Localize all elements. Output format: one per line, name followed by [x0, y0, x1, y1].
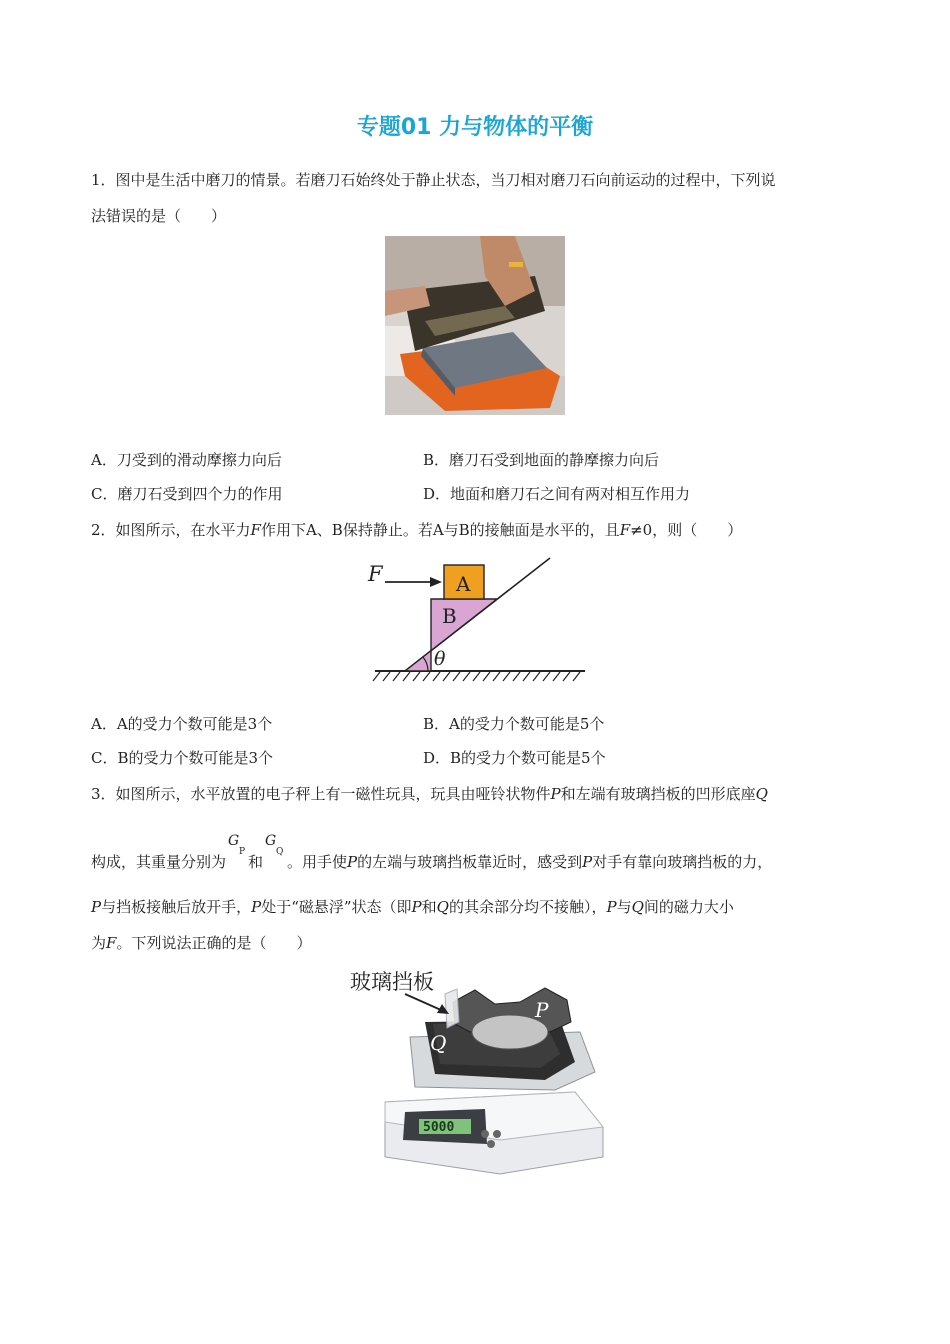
- q2-stem: 2．如图所示，在水平力F作用下A、B保持静止。若A与B的接触面是水平的，且F≠0，则（ ）: [91, 521, 743, 539]
- scale-display-value: 5000: [423, 1120, 455, 1135]
- q1-stem-line1: 1．图中是生活中磨刀的情景。若磨刀石始终处于静止状态，当刀相对磨刀石向前运动的过程中，下列说: [91, 171, 776, 189]
- q1-stem-line2: 法错误的是（ ）: [91, 207, 227, 225]
- q1-option-d[interactable]: D．地面和磨刀石之间有两对相互作用力: [423, 485, 691, 503]
- glass-baffle-label: 玻璃挡板: [350, 970, 434, 994]
- q3-stem-line2: 构成，其重量分别为 G P 和 G Q 。用手使P的左端与玻璃挡板靠近时，感受到P对手有靠向玻璃挡板的力，: [91, 833, 773, 871]
- q1-option-c[interactable]: C．磨刀石受到四个力的作用: [91, 485, 283, 503]
- force-label: F: [368, 562, 383, 586]
- q3-stem-line4: 为F。下列说法正确的是（ ）: [91, 934, 312, 952]
- q2-option-d[interactable]: D．B的受力个数可能是5个: [423, 749, 606, 767]
- q3-stem-line1: 3．如图所示，水平放置的电子秤上有一磁性玩具，玩具由哑铃状物件P和左端有玻璃挡板的凹形底座Q: [91, 785, 768, 803]
- q1-option-a[interactable]: A．刀受到的滑动摩擦力向后: [91, 451, 282, 469]
- knife-sharpening-photo: [385, 236, 565, 415]
- q2-option-a[interactable]: A．A的受力个数可能是3个: [91, 715, 273, 733]
- angle-label: θ: [434, 648, 446, 670]
- p-label: P: [535, 998, 549, 1022]
- gp-symbol: G P: [228, 833, 246, 857]
- block-b-label: B: [442, 604, 457, 628]
- page-title: 专题01 力与物体的平衡: [356, 115, 594, 140]
- q2-option-b[interactable]: B．A的受力个数可能是5个: [423, 715, 605, 733]
- q3-stem-line3: P与挡板接触后放开手，P处于“磁悬浮”状态（即P和Q的其余部分均不接触），P与Q间的磁力大小: [91, 898, 734, 916]
- block-a-label: A: [456, 572, 471, 596]
- magnetic-toy-scale-figure: [345, 962, 610, 1177]
- gq-symbol: G Q: [265, 833, 284, 857]
- incline-blocks-diagram: [360, 555, 590, 685]
- q2-option-c[interactable]: C．B的受力个数可能是3个: [91, 749, 274, 767]
- q1-option-b[interactable]: B．磨刀石受到地面的静摩擦力向后: [423, 451, 660, 469]
- q-label: Q: [430, 1031, 447, 1055]
